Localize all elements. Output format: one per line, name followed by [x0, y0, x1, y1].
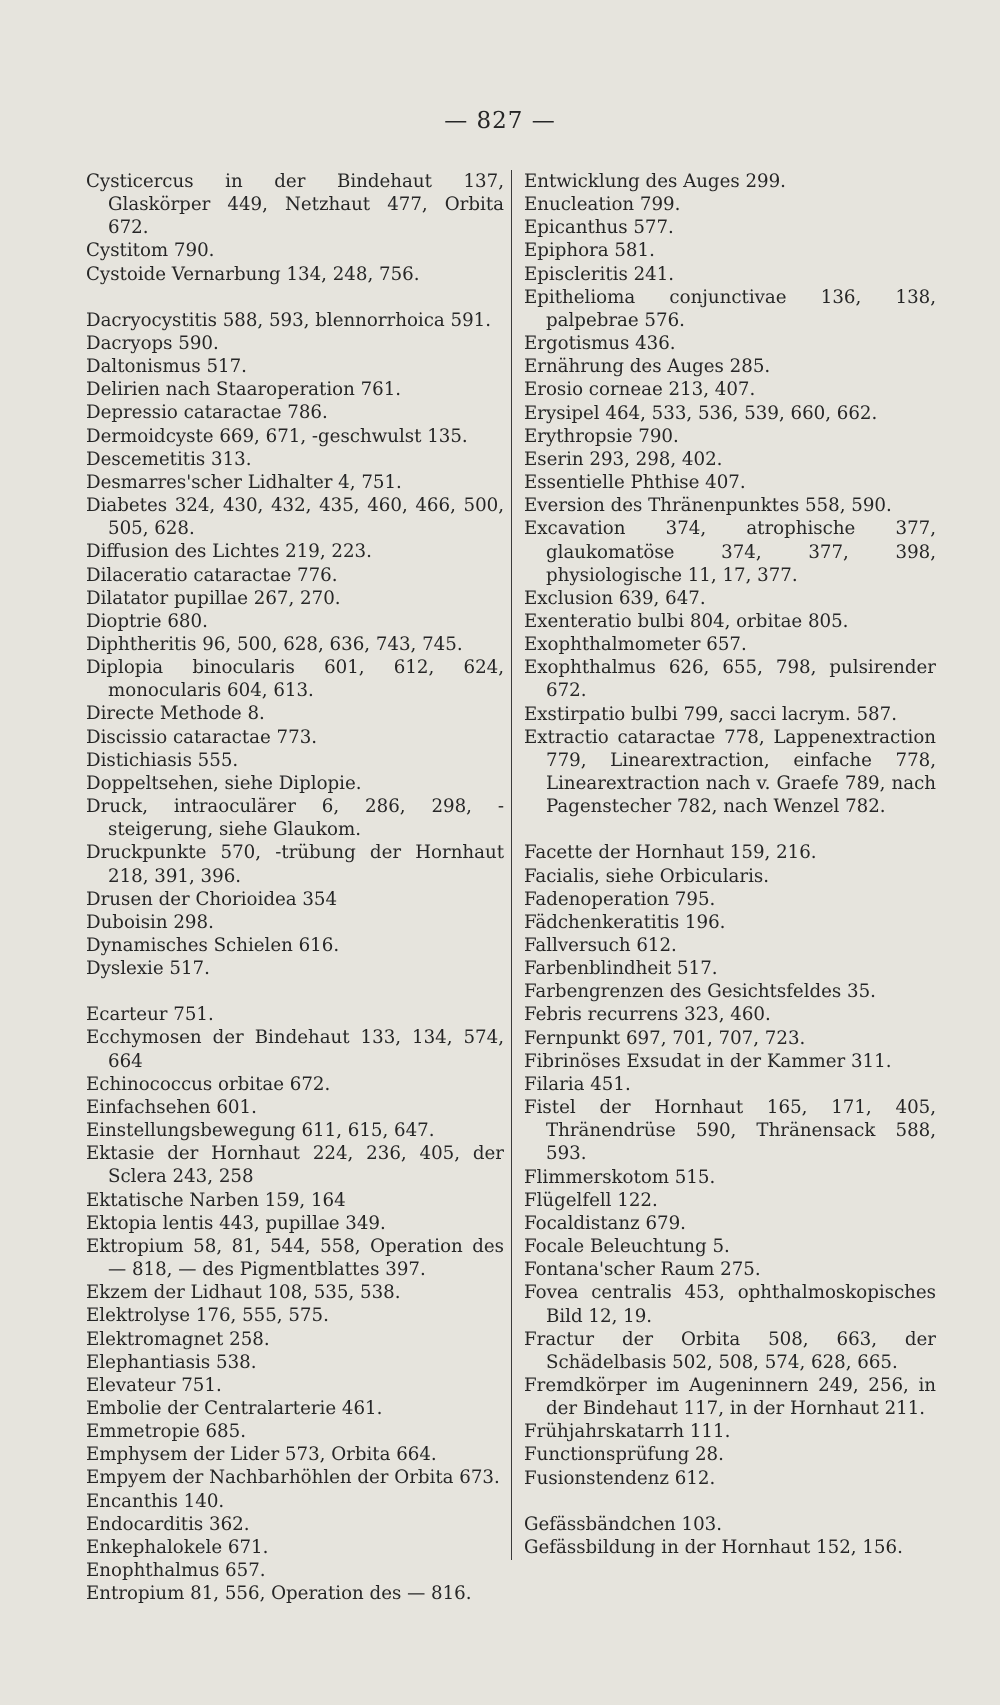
index-entry: Fusionstendenz 612.: [524, 1467, 716, 1489]
index-entry: Ecchymosen der Bindehaut 133, 134, 574, 664: [86, 1027, 504, 1072]
page-number: — 827 —: [444, 108, 556, 134]
index-entry: Essentielle Phthise 407.: [524, 472, 746, 494]
index-entry: Dioptrie 680.: [86, 610, 208, 632]
index-entry: Descemetitis 313.: [86, 448, 252, 470]
index-entry: Frühjahrskatarrh 111.: [524, 1421, 731, 1443]
index-entry: Erysipel 464, 533, 536, 539, 660, 662.: [524, 402, 878, 424]
index-entry: Fibrinöses Exsudat in der Kammer 311.: [524, 1050, 892, 1072]
index-entry: Cysticercus in der Bindehaut 137, Glaskörper 449, Netzhaut 477, Orbita 672.: [86, 171, 504, 239]
index-entry: Doppeltsehen, siehe Diplopie.: [86, 772, 362, 794]
index-entry: Fadenoperation 795.: [524, 888, 716, 910]
index-entry: Fernpunkt 697, 701, 707, 723.: [524, 1027, 806, 1049]
index-entry: Embolie der Centralarterie 461.: [86, 1397, 383, 1419]
index-entry: Ekzem der Lidhaut 108, 535, 538.: [86, 1282, 401, 1304]
index-entry: Farbengrenzen des Gesichtsfeldes 35.: [524, 981, 876, 1003]
index-entry: Exclusion 639, 647.: [524, 587, 706, 609]
index-entry: Filaria 451.: [524, 1073, 631, 1095]
index-entry: Fovea centralis 453, ophthalmoskopisches Bild 12, 19.: [524, 1282, 936, 1327]
index-entry: Fremdkörper im Augeninnern 249, 256, in der Bindehaut 117, in der Hornhaut 211.: [524, 1374, 936, 1420]
index-entry: Encanthis 140.: [86, 1490, 225, 1512]
index-entry: Focaldistanz 679.: [524, 1212, 686, 1234]
index-entry: Exophthalmometer 657.: [524, 634, 747, 656]
index-entry: Erosio corneae 213, 407.: [524, 379, 756, 401]
index-column-left: [86, 170, 504, 1605]
index-entry: Ergotismus 436.: [524, 333, 676, 355]
index-entry: Cystoide Vernarbung 134, 248, 756.: [86, 263, 420, 285]
index-entry: Exenteratio bulbi 804, orbitae 805.: [524, 610, 849, 632]
index-entry: Daltonismus 517.: [86, 356, 247, 378]
index-entry: Ecarteur 751.: [86, 1004, 214, 1026]
index-entry: Farbenblindheit 517.: [524, 958, 718, 980]
index-entry: Eversion des Thränenpunktes 558, 590.: [524, 495, 892, 517]
index-entry: Emmetropie 685.: [86, 1421, 246, 1443]
index-entry: Eserin 293, 298, 402.: [524, 448, 723, 470]
index-entry: Gefässbildung in der Hornhaut 152, 156.: [524, 1536, 903, 1558]
index-column-right: [524, 170, 936, 1559]
index-entry: Directe Methode 8.: [86, 703, 265, 725]
index-entry: Dilaceratio cataractae 776.: [86, 564, 338, 586]
index-entry: Epithelioma conjunctivae 136, 138, palpebrae 576.: [524, 286, 936, 331]
index-entry: Epicanthus 577.: [524, 217, 674, 239]
index-entry: Depressio cataractae 786.: [86, 402, 328, 424]
index-entry: Diffusion des Lichtes 219, 223.: [86, 541, 372, 563]
index-entry: Einstellungsbewegung 611, 615, 647.: [86, 1120, 435, 1142]
index-entry: Elevateur 751.: [86, 1374, 222, 1396]
index-entry: Emphysem der Lider 573, Orbita 664.: [86, 1444, 437, 1466]
index-entry: Epiphora 581.: [524, 240, 655, 262]
index-entry: Dacryops 590.: [86, 332, 219, 354]
index-entry: Flügelfell 122.: [524, 1189, 658, 1211]
index-entry: Druck, intraoculärer 6, 286, 298, -steigerung, siehe Glaukom.: [86, 796, 504, 841]
index-entry: Fractur der Orbita 508, 663, der Schädelbasis 502, 508, 574, 628, 665.: [524, 1328, 936, 1373]
index-entry: Diabetes 324, 430, 432, 435, 460, 466, 500, 505, 628.: [86, 495, 504, 540]
index-entry: Ektropium 58, 81, 544, 558, Operation des — 818, — des Pigmentblattes 397.: [86, 1235, 504, 1281]
index-entry: Ernährung des Auges 285.: [524, 356, 771, 378]
column-divider: [511, 170, 512, 1560]
index-entry: Discissio cataractae 773.: [86, 726, 318, 748]
index-entry: Fädchenkeratitis 196.: [524, 911, 726, 933]
index-entry: Dilatator pupillae 267, 270.: [86, 587, 341, 609]
index-entry: Erythropsie 790.: [524, 425, 679, 447]
index-entry: Gefässbändchen 103.: [524, 1513, 723, 1535]
index-entry: Focale Beleuchtung 5.: [524, 1236, 730, 1258]
index-entry: Cystitom 790.: [86, 240, 215, 262]
index-entry: Diplopia binocularis 601, 612, 624, monocularis 604, 613.: [86, 657, 504, 702]
index-entry: Flimmerskotom 515.: [524, 1166, 716, 1188]
index-entry: Functionsprüfung 28.: [524, 1444, 724, 1466]
index-entry: Dyslexie 517.: [86, 958, 210, 980]
index-entry: Entwicklung des Auges 299.: [524, 171, 786, 192]
index-entry: Druckpunkte 570, -trübung der Hornhaut 218, 391, 396.: [86, 842, 504, 887]
index-entry: Ektatische Narben 159, 164: [86, 1189, 346, 1211]
index-entry: Empyem der Nachbarhöhlen der Orbita 673.: [86, 1467, 500, 1489]
index-entry: Facette der Hornhaut 159, 216.: [524, 842, 817, 864]
index-entry: Elektrolyse 176, 555, 575.: [86, 1305, 329, 1327]
index-entry: Fistel der Hornhaut 165, 171, 405, Thränendrüse 590, Thränensack 588, 593.: [524, 1097, 936, 1165]
index-entry: Entropium 81, 556, Operation des — 816.: [86, 1583, 472, 1605]
index-entry: Einfachsehen 601.: [86, 1096, 257, 1118]
index-entry: Drusen der Chorioidea 354: [86, 888, 338, 910]
index-entry: Elephantiasis 538.: [86, 1351, 257, 1373]
index-entry: Fallversuch 612.: [524, 935, 677, 956]
index-entry: Fontana'scher Raum 275.: [524, 1259, 761, 1281]
index-entry: Exophthalmus 626, 655, 798, pulsirender 672.: [524, 657, 936, 702]
index-entry: Dynamisches Schielen 616.: [86, 935, 340, 956]
index-entry: Extractio cataractae 778, Lappenextraction 779, Linearextraction, einfache 778, Linearextraction nach v. Graefe 789, nach Pagenstecher 782, nach Wenzel 782.: [524, 726, 936, 818]
index-entry: Desmarres'scher Lidhalter 4, 751.: [86, 471, 402, 493]
index-entry: Facialis, siehe Orbicularis.: [524, 865, 770, 887]
index-entry: Echinococcus orbitae 672.: [86, 1073, 331, 1095]
index-entry: Excavation 374, atrophische 377, glaukomatöse 374, 377, 398, physiologische 11, 17, 377.: [524, 518, 936, 586]
index-entry: Delirien nach Staaroperation 761.: [86, 379, 402, 401]
index-entry: Enkephalokele 671.: [86, 1536, 269, 1558]
index-entry: Diphtheritis 96, 500, 628, 636, 743, 745.: [86, 633, 463, 655]
index-entry: Episcleritis 241.: [524, 263, 675, 285]
index-entry: Ektopia lentis 443, pupillae 349.: [86, 1212, 386, 1234]
index-entry: Exstirpatio bulbi 799, sacci lacrym. 587.: [524, 703, 897, 725]
index-entry: Endocarditis 362.: [86, 1513, 250, 1535]
index-entry: Enucleation 799.: [524, 194, 681, 216]
index-entry: Elektromagnet 258.: [86, 1328, 270, 1350]
index-entry: Febris recurrens 323, 460.: [524, 1004, 771, 1026]
index-entry: Enophthalmus 657.: [86, 1560, 266, 1582]
index-entry: Dermoidcyste 669, 671, -geschwulst 135.: [86, 425, 468, 447]
index-entry: Ektasie der Hornhaut 224, 236, 405, der Sclera 243, 258: [86, 1143, 504, 1188]
index-entry: Duboisin 298.: [86, 911, 214, 933]
index-entry: Distichiasis 555.: [86, 749, 239, 771]
index-entry: Dacryocystitis 588, 593, blennorrhoica 591.: [86, 309, 492, 331]
